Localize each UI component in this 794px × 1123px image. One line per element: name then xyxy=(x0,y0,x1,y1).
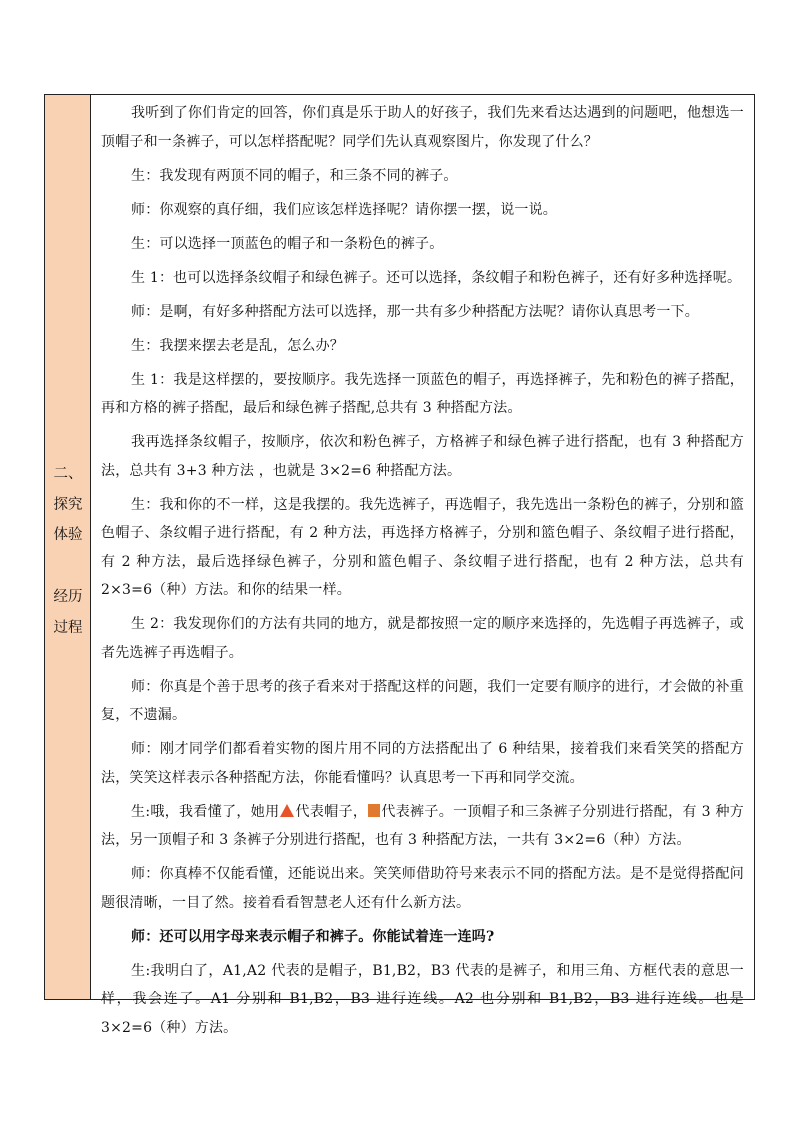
paragraph: 生：我摆来摆去老是乱，怎么办？ xyxy=(131,337,344,354)
symbol-text: 生:哦，我看懂了，她用 xyxy=(131,803,280,820)
lesson-table xyxy=(44,94,755,1036)
section-label: 过程 xyxy=(53,620,83,636)
paragraph: 师：你真是个善于思考的孩子看来对于搭配这样的问题，我们一定要有顺序的进行，才会做的补重复，不遗漏。 xyxy=(101,678,744,723)
bold-paragraph: 师：还可以用字母来表示帽子和裤子。你能试着连一连吗? xyxy=(131,928,495,945)
triangle-symbol-icon xyxy=(280,804,294,817)
paragraph: 师：你观察的真仔细，我们应该怎样选择呢？请你摆一摆，说一说。 xyxy=(131,201,557,218)
paragraph: 生：可以选择一顶蓝色的帽子和一条粉色的裤子。 xyxy=(131,235,444,252)
paragraph: 师：刚才同学们都看着实物的图片用不同的方法搭配出了 6 种结果，接着我们来看笑笑的搭配方法，笑笑这样表示各种搭配方法，你能看懂吗？认真思考一下再和同学交流。 xyxy=(101,741,744,786)
section-label: 经历 xyxy=(53,589,83,605)
paragraph: 生 2：我发现你们的方法有共同的地方，就是都按照一定的顺序来选择的，先选帽子再选裤子，或者先选裤子再选帽子。 xyxy=(101,616,744,661)
paragraph: 生:我明白了，A1,A2 代表的是帽子，B1,B2，B3 代表的是裤子，和用三角、方框代表的意思一样，我会连了。A1 分别和 B1,B2，B3 进行连线。A2 也分别和 B1,B2，B3 进行连线。也是 3×2=6（种）方法。 xyxy=(101,962,744,1036)
section-label: 探究 xyxy=(53,497,83,513)
paragraph: 师：是啊，有好多种搭配方法可以选择，那一共有多少种搭配方法呢？请你认真思考一下。 xyxy=(131,303,699,320)
paragraph: 我听到了你们肯定的回答，你们真是乐于助人的好孩子，我们先来看达达遇到的问题吧，他想选一顶帽子和一条裤子，可以怎样搭配呢？同学们先认真观察图片，你发现了什么？ xyxy=(101,105,744,150)
square-symbol-icon xyxy=(368,804,380,817)
section-label-column xyxy=(45,95,91,999)
paragraph: 生：我和你的不一样，这是我摆的。我先选裤子，再选帽子，我先选出一条粉色的裤子，分别和篮色帽子、条纹帽子进行搭配，有 2 种方法，再选择方格裤子，分别和篮色帽子、条纹帽子进行搭配，有 2 种方法，最后选择绿色裤子，分别和篮色帽子、条纹帽子进行搭配，也有 2 种方法，总共有 2×3=6（种）方法。和你的结果一样。 xyxy=(101,496,744,598)
section-label: 体验 xyxy=(53,527,83,543)
paragraph: 生 1：也可以选择条纹帽子和绿色裤子。还可以选择，条纹帽子和粉色裤子，还有好多种选择呢。 xyxy=(131,269,742,286)
symbol-text: 代表裤子。一顶帽子和三条裤子分别进行搭配，有 3 种方法，另一顶帽子和 3 条裤子分别进行搭配，也有 3 种搭配方法，一共有 3×2=6（种）方法。 xyxy=(101,803,744,848)
section-number: 二、 xyxy=(53,466,83,482)
paragraph: 我再选择条纹帽子，按顺序，依次和粉色裤子，方格裤子和绿色裤子进行搭配，也有 3 种搭配方法，总共有 3+3 种方法 ，也就是 3×2=6 种搭配方法。 xyxy=(101,434,744,479)
paragraph: 师：你真棒不仅能看懂，还能说出来。笑笑师借助符号来表示不同的搭配方法。是不是觉得搭配问题很清晰，一目了然。接着看看智慧老人还有什么新方法。 xyxy=(101,866,744,911)
lesson-content xyxy=(91,95,754,1036)
paragraph: 生 1：我是这样摆的，要按顺序。我先选择一顶蓝色的帽子，再选择裤子，先和粉色的裤子搭配，再和方格的裤子搭配，最后和绿色裤子搭配,总共有 3 种搭配方法。 xyxy=(101,371,744,416)
symbol-text: 代表帽子， xyxy=(295,803,368,820)
symbol-paragraph xyxy=(101,798,744,855)
paragraph: 生：我发现有两顶不同的帽子，和三条不同的裤子。 xyxy=(131,167,458,184)
